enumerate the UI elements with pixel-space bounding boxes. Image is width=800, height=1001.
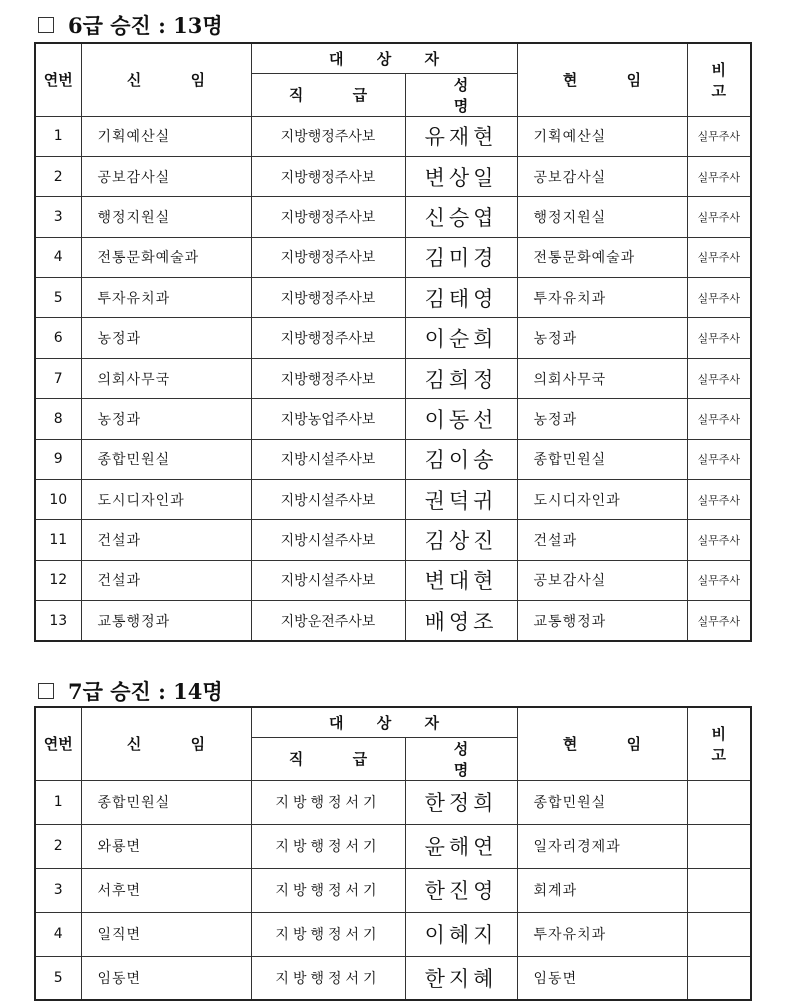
new-post-cell: 공보감사실 [81,156,251,196]
person-name-cell: 유재현 [405,116,517,156]
header-no: 연번 [35,707,81,780]
row-number: 5 [35,278,81,318]
current-post-cell: 기획예산실 [517,116,687,156]
table-row [35,358,751,398]
person-name-cell: 변상일 [405,156,517,196]
row-number: 3 [35,868,81,912]
current-post-cell: 전통문화예술과 [517,237,687,277]
table-row [35,824,751,868]
grade-cell: 지방행정서기 [251,912,405,956]
grade-cell: 지방행정주사보 [251,237,405,277]
note-cell: 실무주사 [687,237,751,277]
current-post-cell: 종합민원실 [517,780,687,824]
person-name-cell: 김태영 [405,278,517,318]
table-row [35,868,751,912]
table-row [35,439,751,479]
person-name-cell: 권덕귀 [405,480,517,520]
header-current-post: 현 임 [517,707,687,780]
new-post-cell: 종합민원실 [81,780,251,824]
new-post-cell: 건설과 [81,560,251,600]
person-name-cell: 이순희 [405,318,517,358]
table-row [35,237,751,277]
note-cell [687,956,751,1000]
grade-cell: 지방행정주사보 [251,116,405,156]
person-name-cell: 배영조 [405,601,517,641]
row-number: 11 [35,520,81,560]
grade-cell: 지방행정서기 [251,956,405,1000]
new-post-cell: 행정지원실 [81,197,251,237]
person-name-cell: 한지혜 [405,956,517,1000]
note-cell: 실무주사 [687,601,751,641]
row-number: 4 [35,237,81,277]
row-number: 7 [35,358,81,398]
current-post-cell: 교통행정과 [517,601,687,641]
grade-cell: 지방시설주사보 [251,439,405,479]
current-post-cell: 행정지원실 [517,197,687,237]
section-title-grade7 [38,676,223,706]
checkbox-square-icon [38,683,54,699]
grade-cell: 지방행정주사보 [251,197,405,237]
table-row [35,780,751,824]
table-row [35,601,751,641]
grade-cell: 지방행정서기 [251,824,405,868]
new-post-cell: 종합민원실 [81,439,251,479]
header-grade: 직 급 [251,737,405,780]
header-note: 비 고 [687,43,751,116]
header-name: 성 명 [405,73,517,116]
person-name-cell: 김이송 [405,439,517,479]
note-cell [687,780,751,824]
new-post-cell: 투자유치과 [81,278,251,318]
table-row [35,560,751,600]
person-name-cell: 한정희 [405,780,517,824]
header-new-post: 신 임 [81,707,251,780]
current-post-cell: 일자리경제과 [517,824,687,868]
header-no: 연번 [35,43,81,116]
note-cell: 실무주사 [687,197,751,237]
table-row [35,956,751,1000]
grade-cell: 지방시설주사보 [251,480,405,520]
row-number: 12 [35,560,81,600]
note-cell: 실무주사 [687,439,751,479]
grade-cell: 지방시설주사보 [251,520,405,560]
grade-cell: 지방행정주사보 [251,156,405,196]
note-cell [687,824,751,868]
new-post-cell: 기획예산실 [81,116,251,156]
row-number: 8 [35,399,81,439]
current-post-cell: 임동면 [517,956,687,1000]
note-cell: 실무주사 [687,399,751,439]
header-new-post: 신 임 [81,43,251,116]
row-number: 1 [35,116,81,156]
grade-cell: 지방운전주사보 [251,601,405,641]
row-number: 4 [35,912,81,956]
new-post-cell: 도시디자인과 [81,480,251,520]
row-number: 5 [35,956,81,1000]
table-row [35,116,751,156]
new-post-cell: 일직면 [81,912,251,956]
header-target: 대 상 자 [251,43,517,73]
table-row [35,156,751,196]
grade-cell: 지방행정서기 [251,780,405,824]
note-cell: 실무주사 [687,480,751,520]
checkbox-square-icon [38,17,54,33]
header-note: 비 고 [687,707,751,780]
person-name-cell: 윤해연 [405,824,517,868]
row-number: 2 [35,824,81,868]
current-post-cell: 공보감사실 [517,560,687,600]
current-post-cell: 공보감사실 [517,156,687,196]
table-row [35,520,751,560]
current-post-cell: 투자유치과 [517,912,687,956]
note-cell [687,912,751,956]
grade-cell: 지방행정주사보 [251,358,405,398]
row-number: 2 [35,156,81,196]
row-number: 6 [35,318,81,358]
table-row [35,318,751,358]
grade-cell: 지방행정주사보 [251,278,405,318]
row-number: 10 [35,480,81,520]
current-post-cell: 농정과 [517,399,687,439]
grade-cell: 지방행정주사보 [251,318,405,358]
note-cell: 실무주사 [687,318,751,358]
table-row [35,278,751,318]
current-post-cell: 의회사무국 [517,358,687,398]
note-cell: 실무주사 [687,560,751,600]
new-post-cell: 건설과 [81,520,251,560]
person-name-cell: 김상진 [405,520,517,560]
header-name: 성 명 [405,737,517,780]
promotion-table-grade6 [34,42,752,642]
row-number: 9 [35,439,81,479]
current-post-cell: 건설과 [517,520,687,560]
section-title-text: 7급 승진 : 14명 [68,679,223,704]
section-title-text: 6급 승진 : 13명 [68,13,223,38]
table-row [35,912,751,956]
row-number: 1 [35,780,81,824]
new-post-cell: 교통행정과 [81,601,251,641]
header-current-post: 현 임 [517,43,687,116]
grade-cell: 지방농업주사보 [251,399,405,439]
current-post-cell: 투자유치과 [517,278,687,318]
person-name-cell: 김미경 [405,237,517,277]
new-post-cell: 임동면 [81,956,251,1000]
table-row [35,399,751,439]
current-post-cell: 종합민원실 [517,439,687,479]
note-cell: 실무주사 [687,156,751,196]
table-row [35,197,751,237]
note-cell: 실무주사 [687,278,751,318]
header-grade: 직 급 [251,73,405,116]
note-cell: 실무주사 [687,520,751,560]
current-post-cell: 농정과 [517,318,687,358]
grade-cell: 지방행정서기 [251,868,405,912]
table-row [35,480,751,520]
person-name-cell: 한진영 [405,868,517,912]
new-post-cell: 농정과 [81,318,251,358]
new-post-cell: 와룡면 [81,824,251,868]
new-post-cell: 전통문화예술과 [81,237,251,277]
new-post-cell: 농정과 [81,399,251,439]
section-title-grade6 [38,10,223,40]
row-number: 13 [35,601,81,641]
person-name-cell: 이동선 [405,399,517,439]
grade-cell: 지방시설주사보 [251,560,405,600]
current-post-cell: 회계과 [517,868,687,912]
person-name-cell: 김희정 [405,358,517,398]
note-cell [687,868,751,912]
current-post-cell: 도시디자인과 [517,480,687,520]
new-post-cell: 의회사무국 [81,358,251,398]
note-cell: 실무주사 [687,358,751,398]
row-number: 3 [35,197,81,237]
new-post-cell: 서후면 [81,868,251,912]
person-name-cell: 이혜지 [405,912,517,956]
person-name-cell: 변대현 [405,560,517,600]
person-name-cell: 신승엽 [405,197,517,237]
note-cell: 실무주사 [687,116,751,156]
header-target: 대 상 자 [251,707,517,737]
promotion-table-grade7 [34,706,752,1001]
